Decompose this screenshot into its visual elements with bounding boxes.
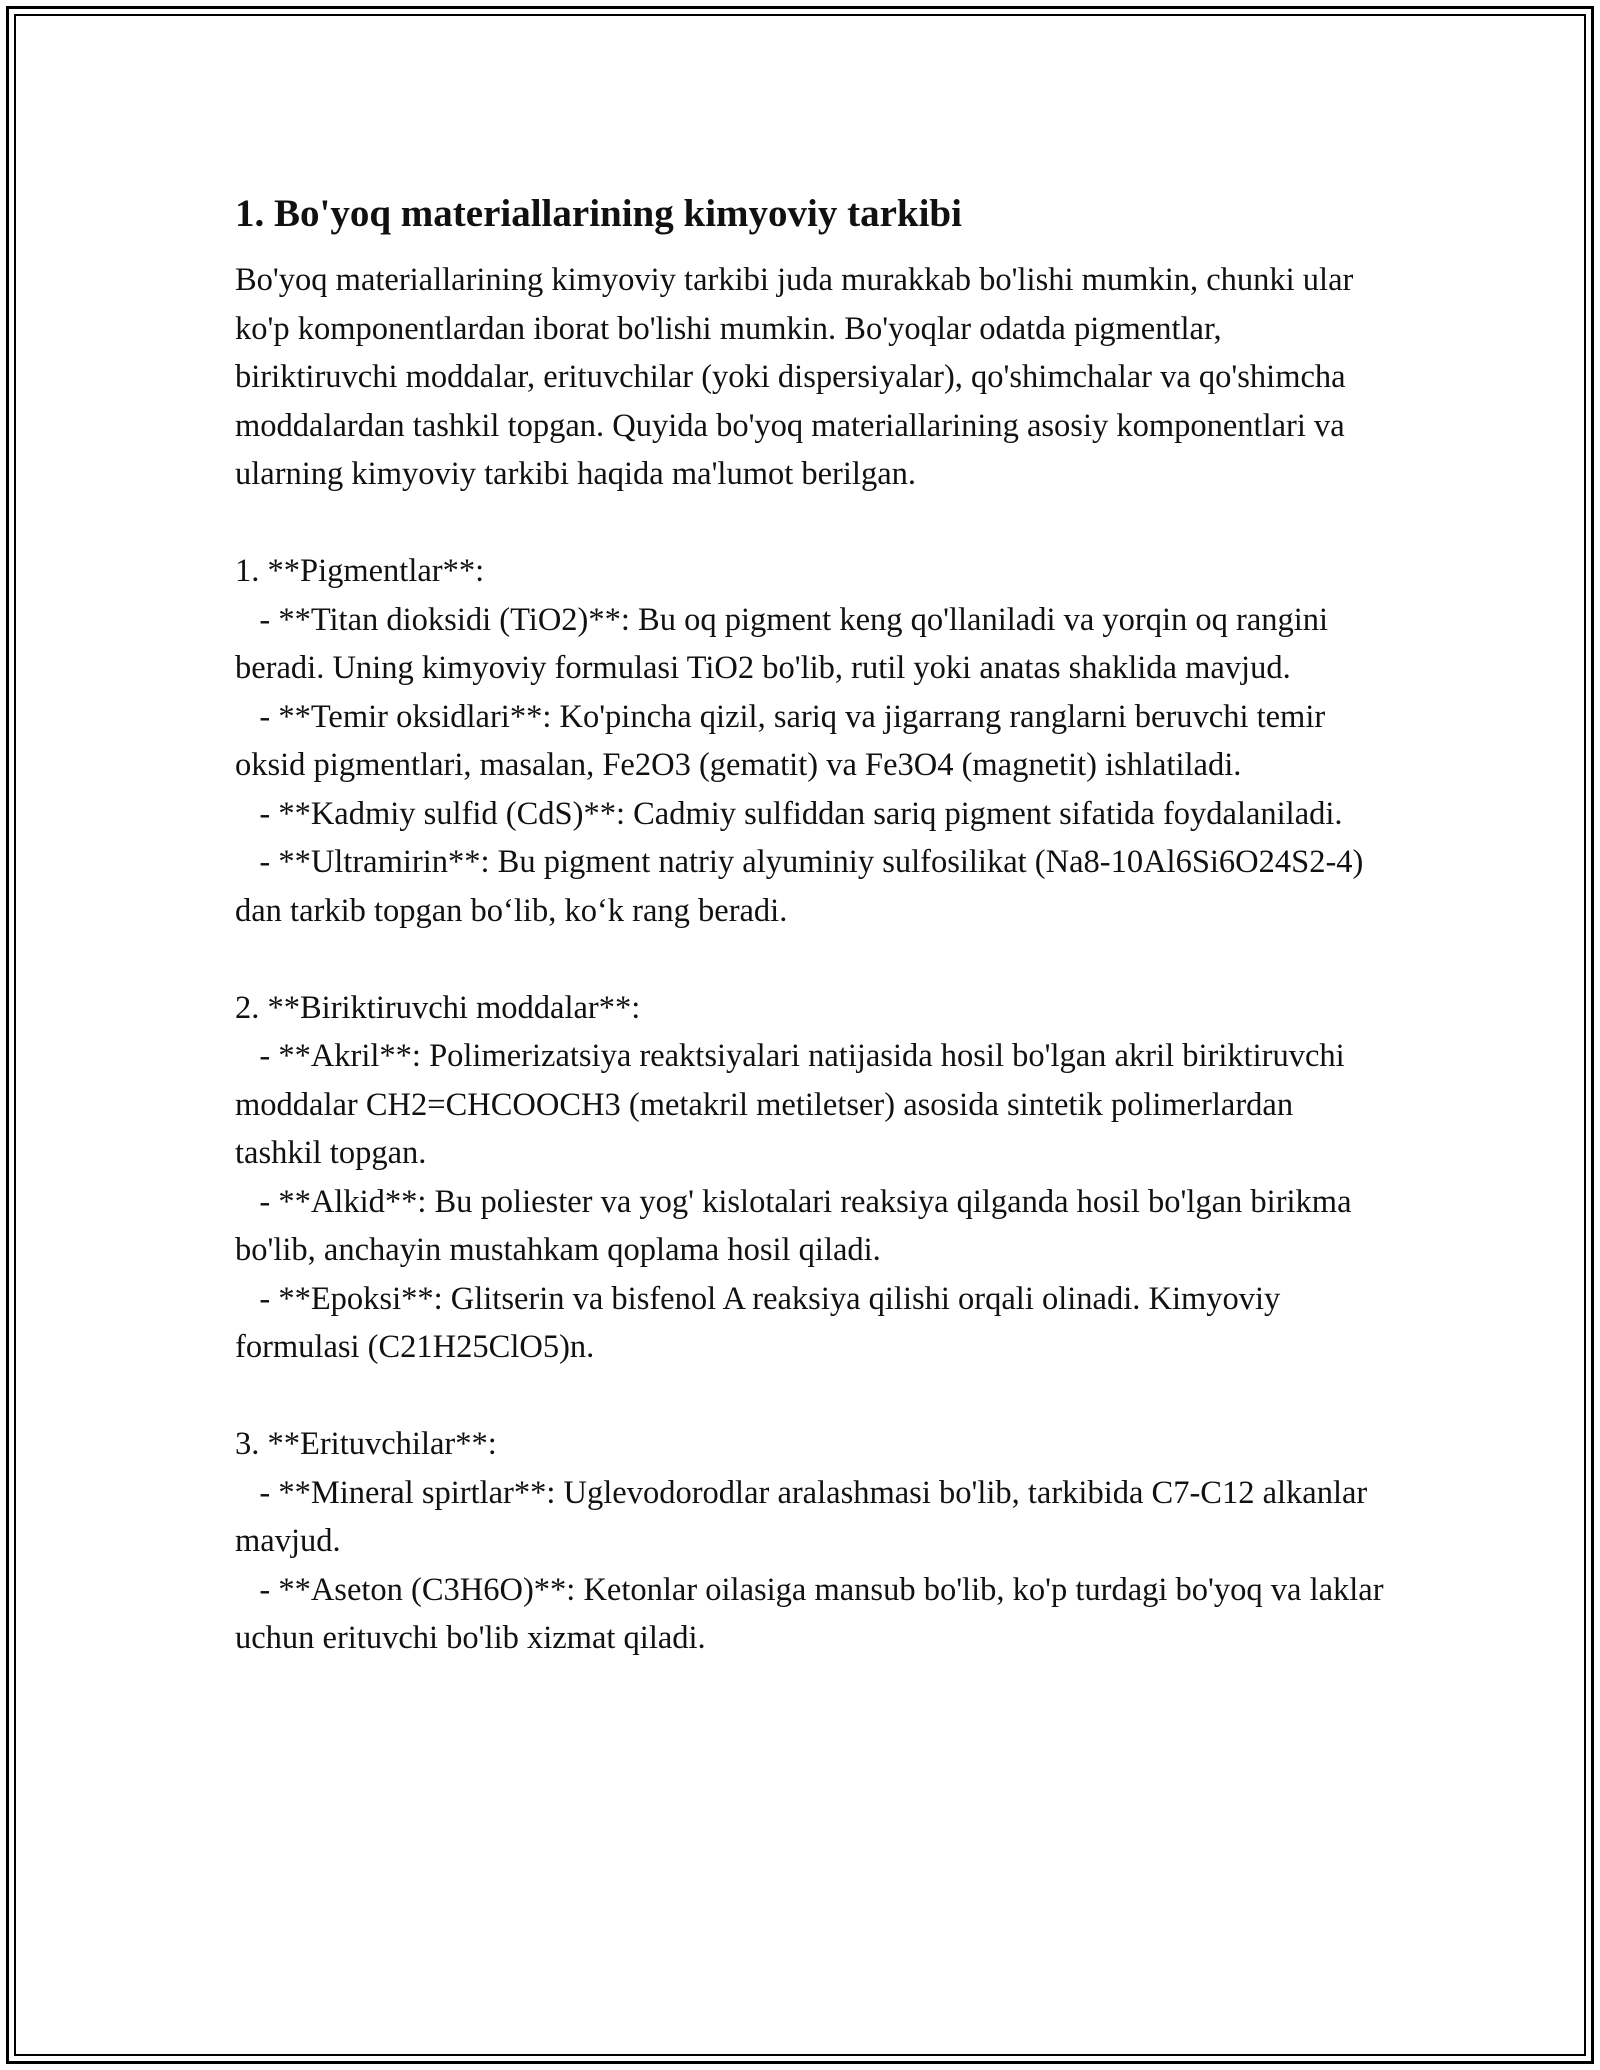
- pigments-title: 1. **Pigmentlar**:: [235, 553, 485, 589]
- list-item: [235, 1275, 1385, 1372]
- list-item-text: - **Temir oksidlari**: Ko'pincha qizil, sariq va jigarrang ranglarni beruvchi temir oksid pigmentlari, masalan, Fe2O3 (gematit) va Fe3O4 (magnetit) ishlatiladi.: [235, 698, 1326, 783]
- list-item: [235, 1178, 1385, 1275]
- list-item-text: - **Ultramirin**: Bu pigment natriy alyuminiy sulfosilikat (Na8-10Al6Si6O24S2-4) dan tarkib topgan bo‘lib, ko‘k rang beradi.: [235, 844, 1364, 929]
- list-item-text: - **Mineral spirtlar**: Uglevodorodlar aralashmasi bo'lib, tarkibida C7-C12 alkanlar mavjud.: [235, 1474, 1368, 1559]
- list-item-text: - **Aseton (C3H6O)**: Ketonlar oilasiga mansub bo'lib, ko'p turdagi bo'yoq va laklar uchun erituvchi bo'lib xizmat qiladi.: [235, 1571, 1384, 1656]
- list-item: [235, 790, 1385, 839]
- solvents-title: 3. **Erituvchilar**:: [235, 1426, 497, 1462]
- list-item: [235, 596, 1385, 693]
- binders-section: [235, 984, 1385, 1372]
- list-item-text: - **Alkid**: Bu poliester va yog' kislotalari reaksiya qilganda hosil bo'lgan birikma bo'lib, anchayin mustahkam qoplama hosil qiladi.: [235, 1183, 1352, 1268]
- list-item: [235, 1032, 1385, 1178]
- list-item-text: - **Kadmiy sulfid (CdS)**: Cadmiy sulfiddan sariq pigment sifatida foydalaniladi.: [259, 795, 1343, 832]
- list-item-text: - **Akril**: Polimerizatsiya reaktsiyalari natijasida hosil bo'lgan akril biriktiruvchi moddalar CH2=CHCOOCH3 (metakril metiletser) asosida sintetik polimerlardan tashkil topgan.: [235, 1038, 1345, 1171]
- list-item: [235, 693, 1385, 790]
- list-item: [235, 1469, 1385, 1566]
- list-item-text: - **Titan dioksidi (TiO2)**: Bu oq pigment keng qo'llaniladi va yorqin oq rangini beradi. Uning kimyoviy formulasi TiO2 bo'lib, rutil yoki anatas shaklida mavjud.: [235, 601, 1329, 686]
- list-item: [235, 838, 1385, 935]
- solvents-section: [235, 1420, 1385, 1663]
- section-heading: 1. Bo'yoq materiallarining kimyoviy tarkibi: [235, 192, 962, 235]
- document-body: [235, 188, 1385, 1663]
- binders-title: 2. **Biriktiruvchi moddalar**:: [235, 989, 641, 1026]
- intro-paragraph: Bo'yoq materiallarining kimyoviy tarkibi juda murakkab bo'lishi mumkin, chunki ular ko'p komponentlardan iborat bo'lishi mumkin. Bo'yoqlar odatda pigmentlar, biriktiruvchi moddalar, erituvchilar (yoki dispersiyalar), qo'shimchalar va qo'shimcha moddalardan tashkil topgan. Quyida bo'yoq materiallarining asosiy komponentlari va ularning kimyoviy tarkibi haqida ma'lumot berilgan.: [235, 262, 1354, 492]
- pigments-section: [235, 547, 1385, 935]
- list-item-text: - **Epoksi**: Glitserin va bisfenol A reaksiya qilishi orqali olinadi. Kimyoviy formulasi (C21H25ClO5)n.: [235, 1280, 1281, 1365]
- list-item: [235, 1566, 1385, 1663]
